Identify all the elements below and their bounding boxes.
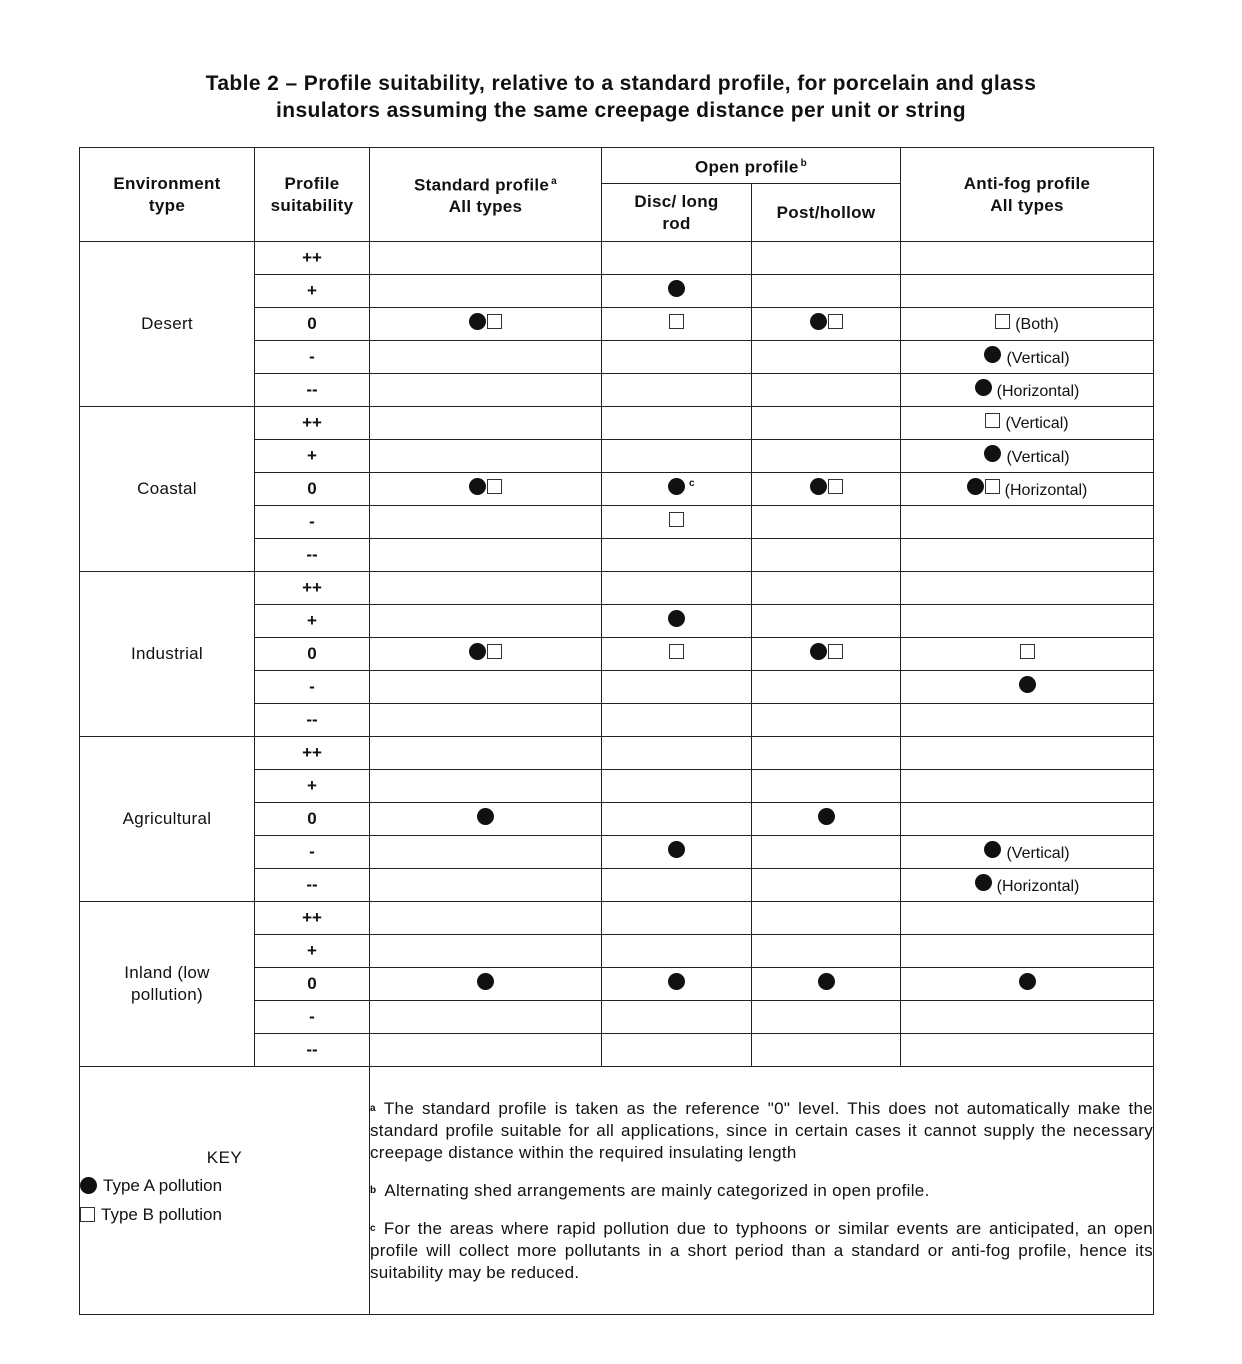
disc-cell [602, 638, 752, 671]
type-a-pollution-icon [1019, 973, 1036, 990]
antifog-cell [901, 935, 1154, 968]
environment-cell: Coastal [80, 407, 255, 572]
suitability-cell: - [255, 506, 370, 539]
post-cell [752, 770, 901, 803]
antifog-cell [901, 308, 1154, 341]
standard-cell [370, 440, 602, 473]
antifog-cell [901, 539, 1154, 572]
type-b-pollution-icon [985, 479, 1000, 494]
standard-cell [370, 1001, 602, 1034]
suitability-cell: - [255, 671, 370, 704]
type-a-pollution-icon [668, 280, 685, 297]
antifog-cell [901, 704, 1154, 737]
type-a-pollution-icon [818, 973, 835, 990]
suitability-cell: + [255, 440, 370, 473]
antifog-cell [901, 869, 1154, 902]
header-standard-profile: Standard profile $^a$ All types [370, 148, 602, 242]
disc-cell [602, 1034, 752, 1067]
antifog-cell [901, 638, 1154, 671]
standard-cell [370, 506, 602, 539]
type-a-pollution-icon [984, 445, 1001, 462]
footnote-a: $^a$ The standard profile is taken as the reference "0" level. This does not automatically make the standard profile suitable for all applications, since in certain cases it cannot supply the necessary creepage distance within the required insulating length [370, 1098, 1154, 1162]
antifog-cell [901, 1001, 1154, 1034]
antifog-cell [901, 770, 1154, 803]
antifog-cell [901, 803, 1154, 836]
header-antifog-profile: Anti-fog profile All types [901, 148, 1154, 242]
disc-cell [602, 770, 752, 803]
suitability-cell: - [255, 1001, 370, 1034]
type-a-pollution-icon [469, 313, 486, 330]
suitability-cell: 0 [255, 968, 370, 1001]
disc-cell [602, 308, 752, 341]
antifog-cell [901, 737, 1154, 770]
type-a-pollution-icon [975, 379, 992, 396]
post-cell [752, 803, 901, 836]
post-cell [752, 638, 901, 671]
suitability-cell: + [255, 605, 370, 638]
header-suitability: Profile suitability [255, 148, 370, 242]
type-b-pollution-icon [487, 479, 502, 494]
key-type-b: Type B pollution [80, 1205, 369, 1225]
standard-cell [370, 605, 602, 638]
disc-cell [602, 572, 752, 605]
antifog-cell [901, 902, 1154, 935]
type-b-pollution-icon [669, 644, 684, 659]
antifog-cell [901, 407, 1154, 440]
suitability-cell: -- [255, 869, 370, 902]
standard-cell [370, 935, 602, 968]
type-b-pollution-icon [828, 644, 843, 659]
post-cell [752, 671, 901, 704]
post-cell [752, 605, 901, 638]
antifog-cell [901, 242, 1154, 275]
type-a-pollution-icon [810, 313, 827, 330]
antifog-cell [901, 605, 1154, 638]
disc-cell [602, 407, 752, 440]
antifog-cell [901, 671, 1154, 704]
type-a-pollution-icon [668, 610, 685, 627]
type-a-pollution-icon [477, 808, 494, 825]
suitability-cell: - [255, 836, 370, 869]
suitability-cell: 0 [255, 803, 370, 836]
post-cell [752, 869, 901, 902]
suitability-cell: - [255, 341, 370, 374]
disc-cell [602, 671, 752, 704]
disc-cell [602, 473, 752, 506]
antifog-cell [901, 374, 1154, 407]
disc-cell [602, 1001, 752, 1034]
disc-cell [602, 440, 752, 473]
standard-cell [370, 737, 602, 770]
suitability-cell: ++ [255, 242, 370, 275]
environment-cell: Inland (low pollution) [80, 902, 255, 1067]
key-legend [80, 1067, 370, 1315]
type-a-pollution-icon [975, 874, 992, 891]
disc-cell [602, 275, 752, 308]
type-b-pollution-icon [995, 314, 1010, 329]
orientation-label: (Vertical) [1006, 844, 1070, 862]
antifog-cell [901, 440, 1154, 473]
table-footnotes [370, 1067, 1154, 1315]
antifog-cell [901, 836, 1154, 869]
table-row [80, 572, 1154, 605]
antifog-cell [901, 473, 1154, 506]
key-title: KEY [206, 1147, 243, 1167]
suitability-cell: ++ [255, 572, 370, 605]
standard-cell [370, 473, 602, 506]
orientation-label: (Horizontal) [996, 877, 1080, 895]
post-cell [752, 935, 901, 968]
suitability-cell: -- [255, 704, 370, 737]
table-title [0, 70, 1242, 124]
suitability-cell: 0 [255, 308, 370, 341]
table-row [80, 242, 1154, 275]
post-cell [752, 902, 901, 935]
header-disc-long-rod: Disc/ long rod [602, 184, 752, 242]
orientation-label: (Vertical) [1005, 414, 1069, 432]
orientation-label: (Horizontal) [1004, 481, 1088, 499]
post-cell [752, 407, 901, 440]
post-cell [752, 1001, 901, 1034]
type-a-pollution-icon [818, 808, 835, 825]
suitability-cell: + [255, 935, 370, 968]
standard-cell [370, 704, 602, 737]
table-row [80, 737, 1154, 770]
footnote-b: $^b$ Alternating shed arrangements are mainly categorized in open profile. [370, 1180, 930, 1200]
type-a-pollution-icon [984, 346, 1001, 363]
type-b-pollution-icon [985, 413, 1000, 428]
post-cell [752, 572, 901, 605]
disc-cell [602, 737, 752, 770]
suitability-cell: + [255, 275, 370, 308]
standard-cell [370, 671, 602, 704]
standard-cell [370, 275, 602, 308]
type-a-pollution-icon [984, 841, 1001, 858]
orientation-label: (Horizontal) [996, 382, 1080, 400]
post-cell [752, 341, 901, 374]
post-cell [752, 968, 901, 1001]
type-a-pollution-icon [477, 973, 494, 990]
environment-cell: Agricultural [80, 737, 255, 902]
suitability-cell: ++ [255, 407, 370, 440]
type-b-pollution-icon [487, 314, 502, 329]
type-b-pollution-icon [487, 644, 502, 659]
suitability-cell: ++ [255, 737, 370, 770]
antifog-cell [901, 1034, 1154, 1067]
post-cell [752, 242, 901, 275]
antifog-cell [901, 275, 1154, 308]
post-cell [752, 704, 901, 737]
suitability-cell: -- [255, 539, 370, 572]
header-open-profile: Open profile $^b$ [602, 148, 901, 184]
standard-cell [370, 407, 602, 440]
disc-cell [602, 242, 752, 275]
disc-cell [602, 506, 752, 539]
post-cell [752, 506, 901, 539]
antifog-cell [901, 572, 1154, 605]
disc-cell [602, 704, 752, 737]
standard-cell [370, 902, 602, 935]
standard-cell [370, 836, 602, 869]
disc-cell [602, 869, 752, 902]
type-b-pollution-icon [669, 314, 684, 329]
orientation-label: (Both) [1015, 315, 1059, 333]
disc-cell [602, 605, 752, 638]
post-cell [752, 836, 901, 869]
standard-cell [370, 1034, 602, 1067]
type-b-pollution-icon [669, 512, 684, 527]
profile-suitability-table [79, 147, 1154, 1315]
disc-cell [602, 341, 752, 374]
disc-cell [602, 539, 752, 572]
disc-cell [602, 968, 752, 1001]
antifog-cell [901, 968, 1154, 1001]
type-a-pollution-icon [469, 478, 486, 495]
standard-cell [370, 539, 602, 572]
standard-cell [370, 572, 602, 605]
type-a-pollution-icon [668, 478, 685, 495]
type-a-pollution-icon [810, 643, 827, 660]
post-cell [752, 308, 901, 341]
standard-cell [370, 770, 602, 803]
footnote-c: $^c$ For the areas where rapid pollution due to typhoons or similar events are anticipated, an open profile will collect more pollutants in a short period than a standard or anti-fog profile, hence its suitability may be reduced. [370, 1218, 1154, 1282]
table-row [80, 902, 1154, 935]
post-cell [752, 539, 901, 572]
type-a-pollution-icon [1019, 676, 1036, 693]
title-line-1: Table 2 – Profile suitability, relative to a standard profile, for porcelain and glass [205, 72, 1037, 95]
orientation-label: (Vertical) [1006, 448, 1070, 466]
type-b-pollution-icon [828, 314, 843, 329]
standard-cell [370, 968, 602, 1001]
suitability-cell: -- [255, 374, 370, 407]
standard-cell [370, 374, 602, 407]
suitability-cell: 0 [255, 473, 370, 506]
post-cell [752, 275, 901, 308]
type-a-pollution-icon [967, 478, 984, 495]
type-a-pollution-icon [469, 643, 486, 660]
standard-cell [370, 341, 602, 374]
environment-cell: Desert [80, 242, 255, 407]
disc-cell [602, 836, 752, 869]
title-line-2: insulators assuming the same creepage distance per unit or string [275, 99, 967, 122]
post-cell [752, 374, 901, 407]
suitability-cell: + [255, 770, 370, 803]
type-a-pollution-icon [668, 973, 685, 990]
post-cell [752, 737, 901, 770]
type-b-pollution-icon [828, 479, 843, 494]
disc-cell [602, 374, 752, 407]
standard-cell [370, 638, 602, 671]
standard-cell [370, 869, 602, 902]
key-type-a: Type A pollution [80, 1176, 369, 1196]
standard-cell [370, 308, 602, 341]
standard-cell [370, 242, 602, 275]
orientation-label: (Vertical) [1006, 349, 1070, 367]
header-post-hollow: Post/hollow [752, 184, 901, 242]
post-cell [752, 1034, 901, 1067]
post-cell [752, 440, 901, 473]
antifog-cell [901, 341, 1154, 374]
disc-cell [602, 803, 752, 836]
type-b-pollution-icon [1020, 644, 1035, 659]
type-a-pollution-icon [668, 841, 685, 858]
standard-cell [370, 803, 602, 836]
environment-cell: Industrial [80, 572, 255, 737]
suitability-cell: ++ [255, 902, 370, 935]
post-cell [752, 473, 901, 506]
type-a-pollution-icon [810, 478, 827, 495]
suitability-cell: -- [255, 1034, 370, 1067]
filled-circle-icon [80, 1177, 97, 1194]
open-square-icon [80, 1207, 95, 1222]
antifog-cell [901, 506, 1154, 539]
footnote-c-ref: c [689, 478, 695, 489]
suitability-cell: 0 [255, 638, 370, 671]
disc-cell [602, 902, 752, 935]
header-environment: Environment type [80, 148, 255, 242]
disc-cell [602, 935, 752, 968]
table-row [80, 407, 1154, 440]
